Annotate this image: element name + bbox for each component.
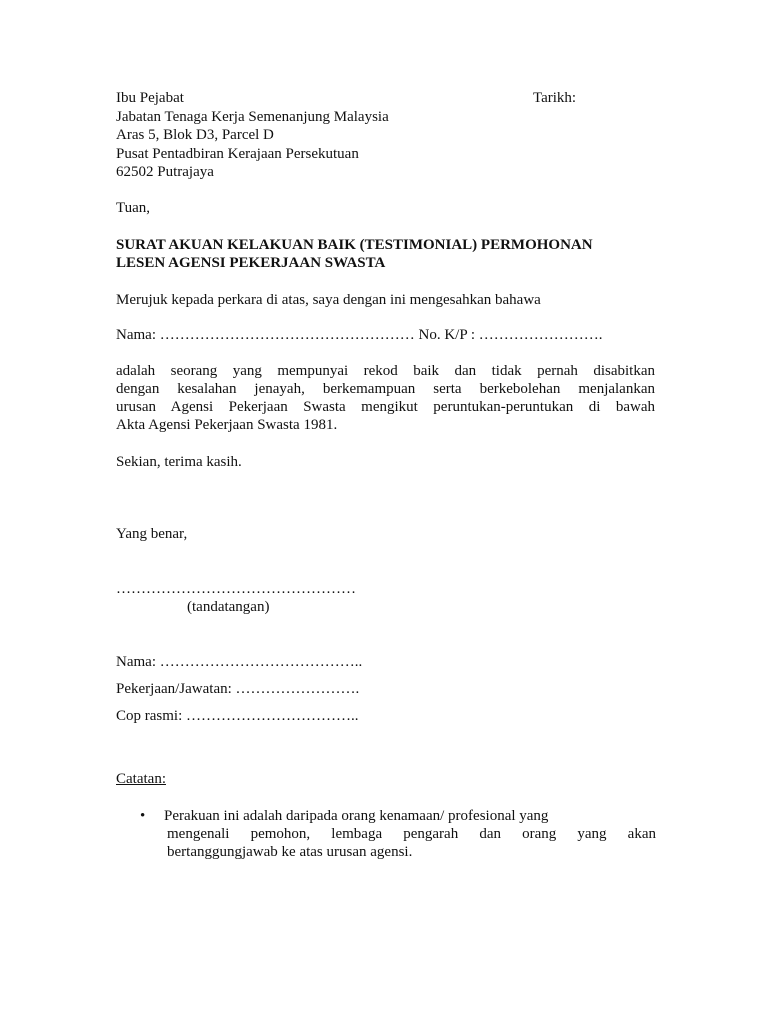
statement-line: urusan Agensi Pekerjaan Swasta mengikut peruntukan-peruntukan di bawah (116, 399, 655, 415)
address-line: Ibu Pejabat (116, 90, 184, 106)
address-line: Jabatan Tenaga Kerja Semenanjung Malaysia (116, 108, 389, 125)
subject-heading (116, 236, 593, 272)
statement-line: dengan kesalahan jenayah, berkemampuan serta berkebolehan menjalankan (116, 381, 655, 397)
signature-label: (tandatangan) (187, 599, 270, 615)
signer-occupation-field: Pekerjaan/Jawatan: ……………………. (116, 681, 360, 697)
note-text (164, 807, 656, 861)
subject-line: SURAT AKUAN KELAKUAN BAIK (TESTIMONIAL) PERMOHONAN (116, 237, 593, 253)
note-line: bertanggungjawab ke atas urusan agensi. (167, 844, 413, 860)
signature-line: ………………………………………… (116, 581, 356, 597)
letter-document (116, 0, 656, 1024)
intro-paragraph: Merujuk kepada perkara di atas, saya dengan ini mengesahkan bahawa (116, 292, 541, 308)
subject-line: LESEN AGENSI PEKERJAAN SWASTA (116, 255, 386, 271)
signoff-line: Yang benar, (116, 526, 188, 542)
closing-line: Sekian, terima kasih. (116, 454, 242, 470)
address-line: 62502 Putrajaya (116, 164, 214, 180)
salutation: Tuan, (116, 200, 151, 216)
statement-line: adalah seorang yang mempunyai rekod baik dan tidak pernah disabitkan (116, 363, 655, 379)
signer-name-field: Nama: ………………………………….. (116, 654, 363, 670)
statement-line: Akta Agensi Pekerjaan Swasta 1981. (116, 417, 338, 433)
date-label: Tarikh: (533, 90, 577, 106)
official-stamp-field: Cop rasmi: …………………………….. (116, 708, 359, 724)
statement-paragraph (116, 362, 655, 434)
recipient-address (116, 89, 389, 182)
notes-title: Catatan: (116, 771, 166, 787)
applicant-name-ic-line: Nama: …………………………………………… No. K/P : ……………………. (116, 327, 603, 343)
note-line: mengenali pemohon, lembaga pengarah dan orang yang akan (167, 826, 656, 842)
address-line: Pusat Pentadbiran Kerajaan Persekutuan (116, 145, 359, 162)
note-line: Perakuan ini adalah daripada orang kenamaan/ profesional yang (164, 808, 549, 824)
bullet-icon: • (140, 808, 146, 824)
address-line: Aras 5, Blok D3, Parcel D (116, 127, 274, 143)
